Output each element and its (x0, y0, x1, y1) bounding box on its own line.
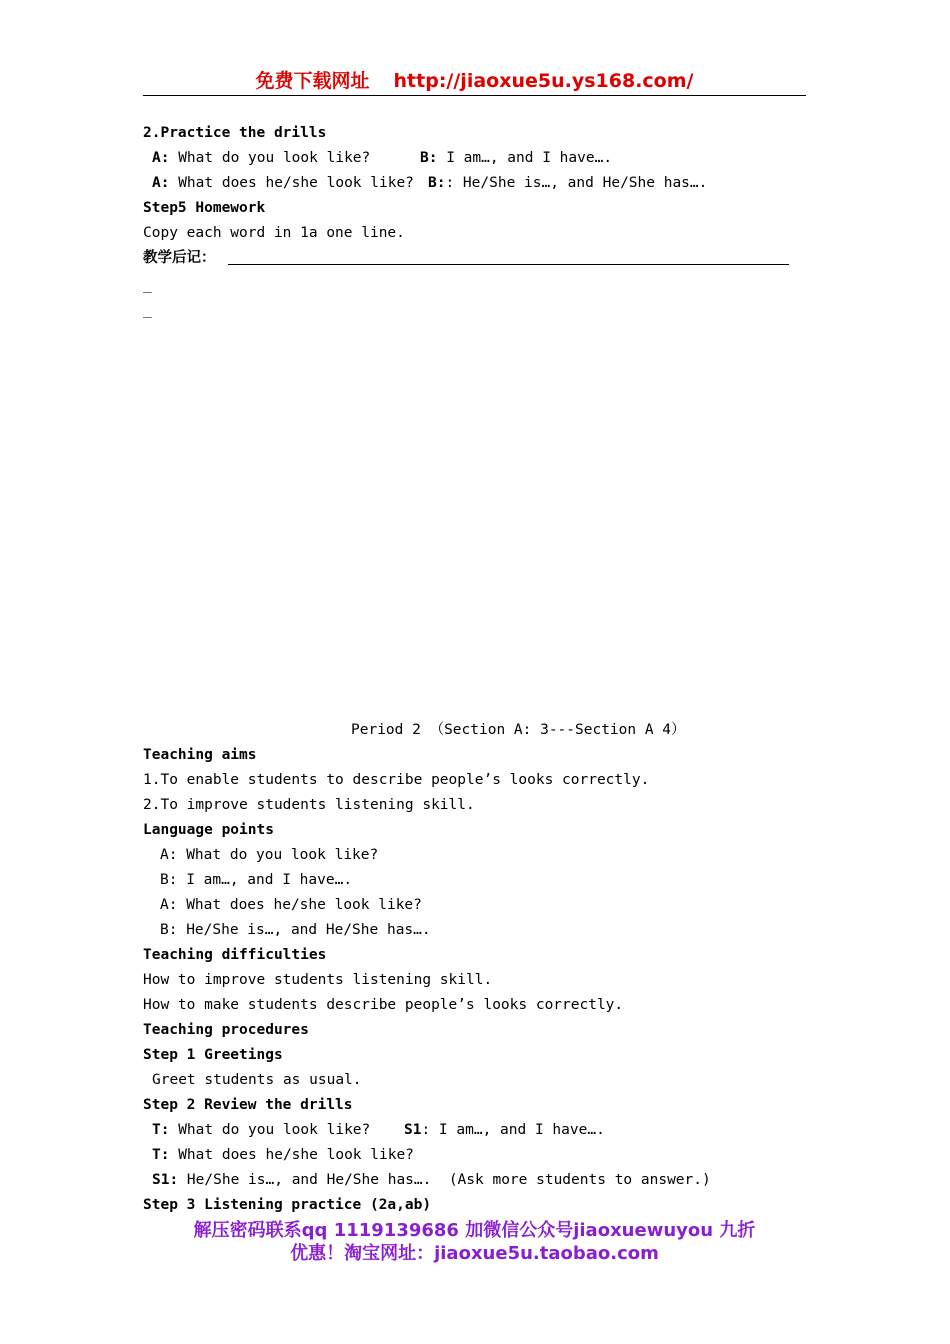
drill-text: I am…, and I have…. (437, 150, 613, 166)
drill-text: What do you look like? (169, 150, 371, 166)
language-points-heading: Language points (143, 822, 274, 838)
footer-line-2: 优惠！淘宝网址：jiaoxue5u.taobao.com (290, 1243, 659, 1264)
aims-heading: Teaching aims (143, 747, 257, 763)
review-text: What do you look like? (169, 1122, 371, 1138)
header-label: 免费下载网址 (255, 70, 370, 92)
review-line-2 (152, 1146, 414, 1164)
speaker-b: B: (428, 175, 446, 191)
step3-heading: Step 3 Listening practice (2a,ab) (143, 1197, 432, 1213)
drill-line-1 (152, 149, 370, 167)
notes-dash-1: _ (143, 277, 152, 293)
drill-line-2 (152, 174, 414, 192)
aim-1: 1.To enable students to describe people’s looks correctly. (143, 772, 650, 788)
speaker-t: T: (152, 1122, 170, 1138)
footer-line-1: 解压密码联系qq 1119139686 加微信公众号jiaoxuewuyou 九折 (193, 1220, 756, 1241)
notes-underline (228, 264, 789, 265)
difficulties-heading: Teaching difficulties (143, 947, 327, 963)
speaker-a: A: (152, 175, 170, 191)
language-point-3: A: What does he/she look like? (160, 897, 422, 913)
drill-text: What does he/she look like? (169, 175, 414, 191)
step2-heading: Step 2 Review the drills (143, 1097, 353, 1113)
step1-text: Greet students as usual. (152, 1072, 362, 1088)
drill-line-1b (420, 149, 612, 167)
drill-line-2b (428, 174, 707, 192)
difficulty-1: How to improve students listening skill. (143, 972, 493, 988)
aim-2: 2.To improve students listening skill. (143, 797, 475, 813)
speaker-a: A: (152, 150, 170, 166)
review-line-3 (152, 1171, 711, 1189)
language-point-1: A: What do you look like? (160, 847, 379, 863)
speaker-s1: S1 (404, 1122, 422, 1138)
page-header (143, 66, 806, 96)
language-point-4: B: He/She is…, and He/She has…. (160, 922, 431, 938)
speaker-s1: S1: (152, 1172, 179, 1188)
step1-heading: Step 1 Greetings (143, 1047, 283, 1063)
homework-text: Copy each word in 1a one line. (143, 225, 405, 241)
notes-dash-2: _ (143, 302, 152, 318)
language-point-2: B: I am…, and I have…. (160, 872, 353, 888)
step5-heading: Step5 Homework (143, 200, 266, 216)
practice-heading: 2.Practice the drills (143, 125, 327, 141)
review-line-1 (152, 1121, 370, 1139)
review-text: He/She is…, and He/She has…. (Ask more students to answer.) (178, 1172, 711, 1188)
difficulty-2: How to make students describe people’s looks correctly. (143, 997, 624, 1013)
speaker-b: B: (420, 150, 438, 166)
drill-text: : He/She is…, and He/She has…. (445, 175, 708, 191)
procedures-heading: Teaching procedures (143, 1022, 309, 1038)
header-url-link[interactable]: http://jiaoxue5u.ys168.com/ (393, 70, 694, 92)
period-title: Period 2 （Section A: 3---Section A 4） (351, 722, 686, 738)
notes-label: 教学后记： (143, 250, 216, 266)
speaker-t: T: (152, 1147, 170, 1163)
review-text: : I am…, and I have…. (421, 1122, 605, 1138)
review-line-1b (404, 1121, 605, 1139)
review-text: What does he/she look like? (169, 1147, 414, 1163)
